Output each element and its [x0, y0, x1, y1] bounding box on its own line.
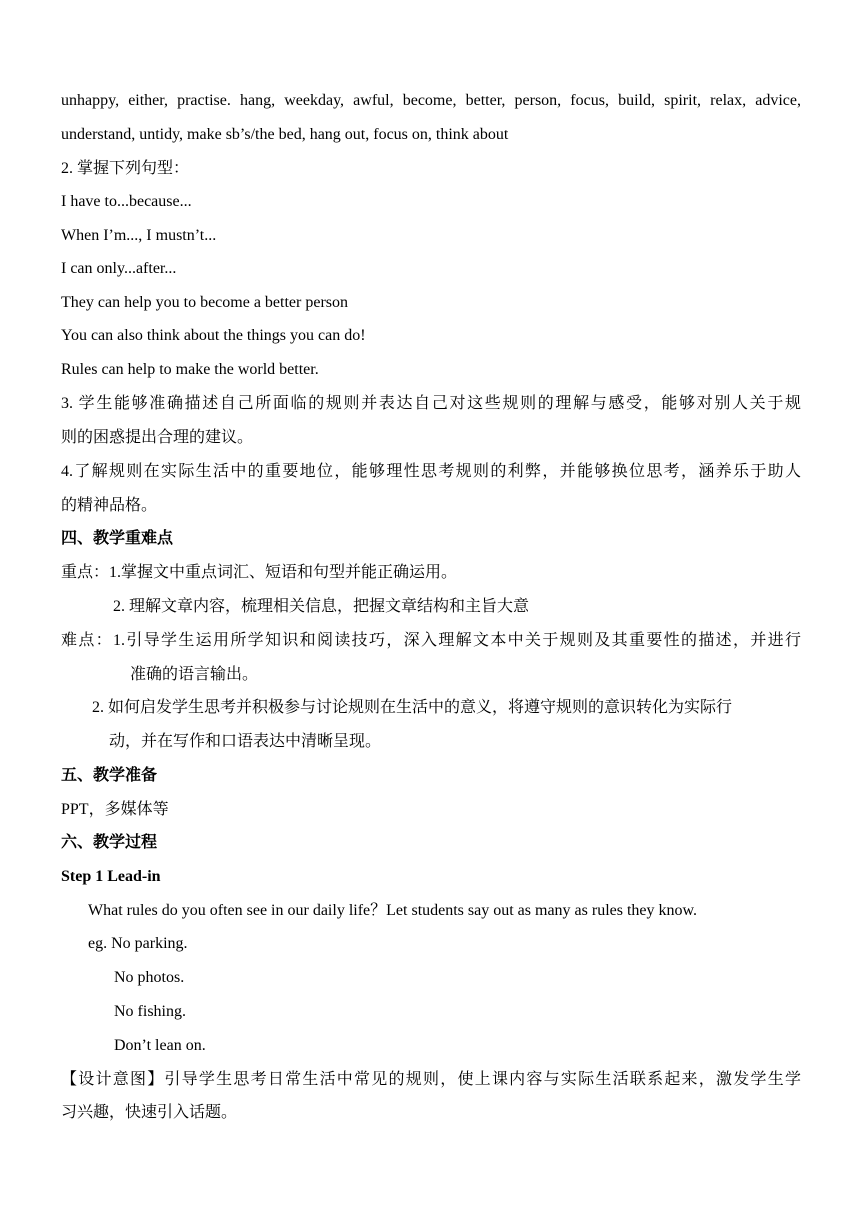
pattern-item: They can help you to become a better person	[61, 294, 348, 311]
vocab-line-2: understand, untidy, make sb’s/the bed, hang out, focus on, think about	[61, 126, 509, 143]
objective-4-line-1: 4.了解规则在实际生活中的重要地位，能够理性思考规则的利弊，并能够换位思考，涵养乐于助人	[61, 463, 801, 480]
design-intent-line-2: 习兴趣，快速引入话题。	[61, 1104, 238, 1121]
pattern-item: I have to...because...	[61, 193, 192, 210]
section-5-content: PPT，多媒体等	[61, 801, 169, 818]
design-intent-line-1: 【设计意图】引导学生思考日常生活中常见的规则，使上课内容与实际生活联系起来，激发学生学	[61, 1071, 801, 1088]
key-point-1: 重点：1.掌握文中重点词汇、短语和句型并能正确运用。	[61, 564, 458, 581]
difficulty-1-line-2: 准确的语言输出。	[130, 666, 259, 683]
objective-4-line-2: 的精神品格。	[61, 497, 158, 514]
example-item: Don’t lean on.	[114, 1037, 206, 1054]
pattern-item: Rules can help to make the world better.	[61, 361, 319, 378]
objective-3-line-1: 3. 学生能够准确描述自己所面临的规则并表达自己对这些规则的理解与感受，能够对别人关于规	[61, 395, 801, 412]
example-item: No photos.	[114, 969, 185, 986]
objective-3-line-2: 则的困惑提出合理的建议。	[61, 429, 254, 446]
section-5-title: 五、教学准备	[61, 767, 158, 784]
difficulty-2-line-2: 动，并在写作和口语表达中清晰呈现。	[109, 733, 382, 750]
section-4-title: 四、教学重难点	[61, 530, 174, 547]
vocab-line-1: unhappy, either, practise. hang, weekday, awful, become, better, person, focus, build, spirit, relax, advice,	[61, 92, 801, 109]
pattern-item: When I’m..., I mustn’t...	[61, 227, 217, 244]
example-eg: eg. No parking.	[88, 935, 188, 952]
lead-in-question: What rules do you often see in our daily life？Let students say out as many as rules they know.	[88, 902, 698, 919]
difficulty-1-line-1: 难点：1.引导学生运用所学知识和阅读技巧，深入理解文本中关于规则及其重要性的描述，并进行	[61, 632, 801, 649]
step-1-title: Step 1 Lead-in	[61, 868, 161, 885]
pattern-item: I can only...after...	[61, 260, 177, 277]
patterns-heading: 2. 掌握下列句型：	[61, 160, 190, 177]
example-item: No fishing.	[114, 1003, 186, 1020]
key-point-2: 2. 理解文章内容，梳理相关信息，把握文章结构和主旨大意	[113, 598, 530, 615]
difficulty-2-line-1: 2. 如何启发学生思考并积极参与讨论规则在生活中的意义，将遵守规则的意识转化为实际行	[92, 699, 733, 716]
section-6-title: 六、教学过程	[61, 834, 158, 851]
pattern-item: You can also think about the things you can do!	[61, 327, 366, 344]
